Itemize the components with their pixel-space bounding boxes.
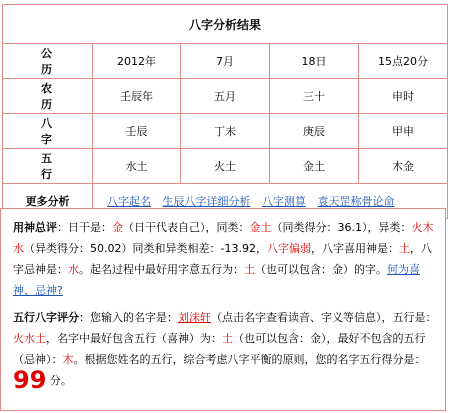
text: ，八字忌神是：	[13, 242, 432, 276]
best-wuxing-value: 土	[244, 263, 255, 276]
text: ：您输入的名字是：	[79, 311, 178, 324]
name-wuxing-value: 火水土	[13, 332, 46, 345]
cell: 丁未	[181, 114, 270, 149]
link-chenggu-lunming[interactable]: 袁天罡称骨论命	[317, 195, 395, 208]
text: 。起名过程中最好用字意五行为：	[79, 263, 244, 276]
text: （点击名字查看读音、字义等信息），五行是：	[211, 311, 437, 324]
xishen-jishen-link[interactable]: 何为喜神、忌神?	[13, 263, 420, 297]
analysis-box	[0, 208, 446, 411]
text: （同类得分：36.1），异类：	[271, 221, 412, 234]
score-value: 99	[13, 366, 47, 394]
bazi-table	[2, 4, 448, 219]
cell: 7月	[181, 44, 270, 79]
tonglei-value: 金土	[249, 221, 272, 234]
row-wuxing	[3, 149, 448, 184]
cell: 壬辰年	[93, 79, 181, 114]
cell: 三十	[270, 79, 359, 114]
row-bazi	[3, 114, 448, 149]
cell: 18日	[270, 44, 359, 79]
row-nongli	[3, 79, 448, 114]
cell: 火土	[181, 149, 270, 184]
text: （也可以包含：金），最好不包含的五行（忌神）：	[13, 332, 426, 366]
score-unit: 分。	[49, 374, 72, 387]
text: （异类得分：50.02）同类和异类相差：-13.92，	[24, 242, 267, 255]
cell: 申时	[359, 79, 448, 114]
row-label: 公 历	[3, 44, 93, 79]
cell: 壬辰	[93, 114, 181, 149]
cell: 五月	[181, 79, 270, 114]
row-label: 农 历	[3, 79, 93, 114]
link-bazi-qiming[interactable]: 八字起名	[107, 195, 151, 208]
pian-value: 八字偏弱	[266, 242, 311, 255]
name-link[interactable]: 刘沫轩	[178, 311, 211, 324]
cell: 水土	[93, 149, 181, 184]
yongshen-label: 用神总评	[13, 221, 57, 234]
more-label: 更多分析	[3, 184, 93, 219]
cell: 金土	[270, 149, 359, 184]
link-shengchen-analysis[interactable]: 生辰八字详细分析	[162, 195, 251, 208]
row-gongli	[3, 44, 448, 79]
cell: 15点20分	[359, 44, 448, 79]
text: 。根据您姓名的五行，综合考虑八字平衡的原则，您的名字五行得分是：	[73, 353, 426, 366]
rigan-value: 金	[112, 221, 123, 234]
text: （日干代表自己），同类：	[123, 221, 250, 234]
text: ，名字中最好包含五行（喜神）为：	[46, 332, 222, 345]
cell: 2012年	[93, 44, 181, 79]
yilei-value: 火木水	[13, 221, 434, 255]
text: ：日干是：	[57, 221, 112, 234]
table-title: 八字分析结果	[3, 5, 448, 44]
row-label: 五 行	[3, 149, 93, 184]
link-bazi-cesuan[interactable]: 八字测算	[262, 195, 306, 208]
jishen-value: 水	[68, 263, 79, 276]
yongshen-paragraph	[13, 217, 437, 301]
cell: 甲申	[359, 114, 448, 149]
name-xishen-value: 土	[222, 332, 233, 345]
text: ，八字喜用神是：	[310, 242, 399, 255]
wuxing-paragraph	[13, 307, 437, 394]
name-jishen-value: 木	[62, 353, 74, 366]
text: （也可以包含：金）的字。	[255, 263, 387, 276]
row-label: 八 字	[3, 114, 93, 149]
xishen-value: 土	[398, 242, 410, 255]
cell: 庚辰	[270, 114, 359, 149]
wuxing-label: 五行八字评分	[13, 311, 79, 324]
cell: 木金	[359, 149, 448, 184]
